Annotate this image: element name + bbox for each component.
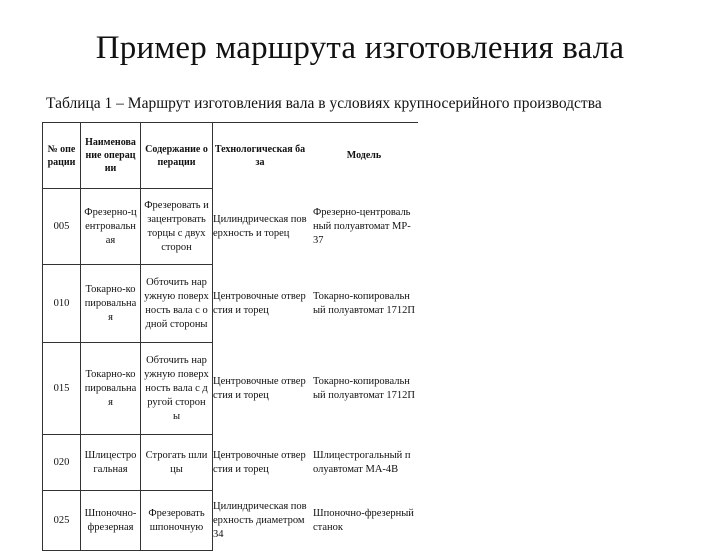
- header-technological-base: Технологическая база: [210, 123, 310, 189]
- route-table-continued: [210, 122, 418, 551]
- technological-base: Цилиндрическая поверхность и торец: [213, 213, 307, 239]
- table-row: [43, 343, 213, 435]
- table-row: [43, 435, 213, 491]
- operation-name: Шпоночно-фрезерная: [81, 491, 141, 551]
- operation-content: Строгать шлицы: [141, 435, 213, 491]
- machine-model: Токарно-копировальный полуавтомат 1712П: [313, 375, 415, 401]
- table-header-row: [43, 123, 213, 189]
- operation-number: 025: [43, 491, 81, 551]
- operation-content: Обточить наружную поверхность вала с другой стороны: [141, 343, 213, 435]
- header-operation-number: № операции: [43, 123, 81, 189]
- slide-title: Пример маршрута изготовления вала: [95, 30, 625, 66]
- operation-number: 020: [43, 435, 81, 491]
- operation-number: 015: [43, 343, 81, 435]
- header-model: Модель: [310, 123, 418, 189]
- technological-base: Цилиндрическая поверхность диаметром 34: [213, 500, 307, 540]
- header-operation-name: Наименование операции: [81, 123, 141, 189]
- table-header-row: [210, 123, 418, 189]
- table-row: [43, 265, 213, 343]
- operation-content: Обточить наружную поверхность вала с одной стороны: [141, 265, 213, 343]
- table-row: [210, 265, 418, 343]
- machine-model: Токарно-копировальный полуавтомат 1712П: [313, 290, 415, 316]
- operation-number: 005: [43, 189, 81, 265]
- table-caption: Таблица 1 – Маршрут изготовления вала в условиях крупносерийного производства: [46, 95, 602, 112]
- table-row: [210, 435, 418, 491]
- operation-name: Шлицестрогальная: [81, 435, 141, 491]
- header-operation-content: Содержание операции: [141, 123, 213, 189]
- technological-base: Центровочные отверстия и торец: [213, 449, 306, 475]
- table-row: [210, 189, 418, 265]
- technological-base: Центровочные отверстия и торец: [213, 290, 306, 316]
- route-table-right: [210, 122, 720, 552]
- machine-model: Фрезерно-центровальный полуавтомат МР-37: [313, 206, 411, 246]
- table-row: [43, 491, 213, 551]
- operation-name: Фрезерно-центровальная: [81, 189, 141, 265]
- table-row: [210, 343, 418, 435]
- operation-content: Фрезеровать шпоночную: [141, 491, 213, 551]
- machine-model: Шпоночно-фрезерный станок: [313, 507, 414, 533]
- table-row: [210, 491, 418, 551]
- technological-base: Центровочные отверстия и торец: [213, 375, 306, 401]
- operation-content: Фрезеровать и зацентровать торцы с двух сторон: [141, 189, 213, 265]
- operation-number: 010: [43, 265, 81, 343]
- route-table: [42, 122, 213, 551]
- machine-model: Шлицестрогальный полуавтомат МА-4В: [313, 449, 411, 475]
- operation-name: Токарно-копировальная: [81, 265, 141, 343]
- table-row: [43, 189, 213, 265]
- operation-name: Токарно-копировальная: [81, 343, 141, 435]
